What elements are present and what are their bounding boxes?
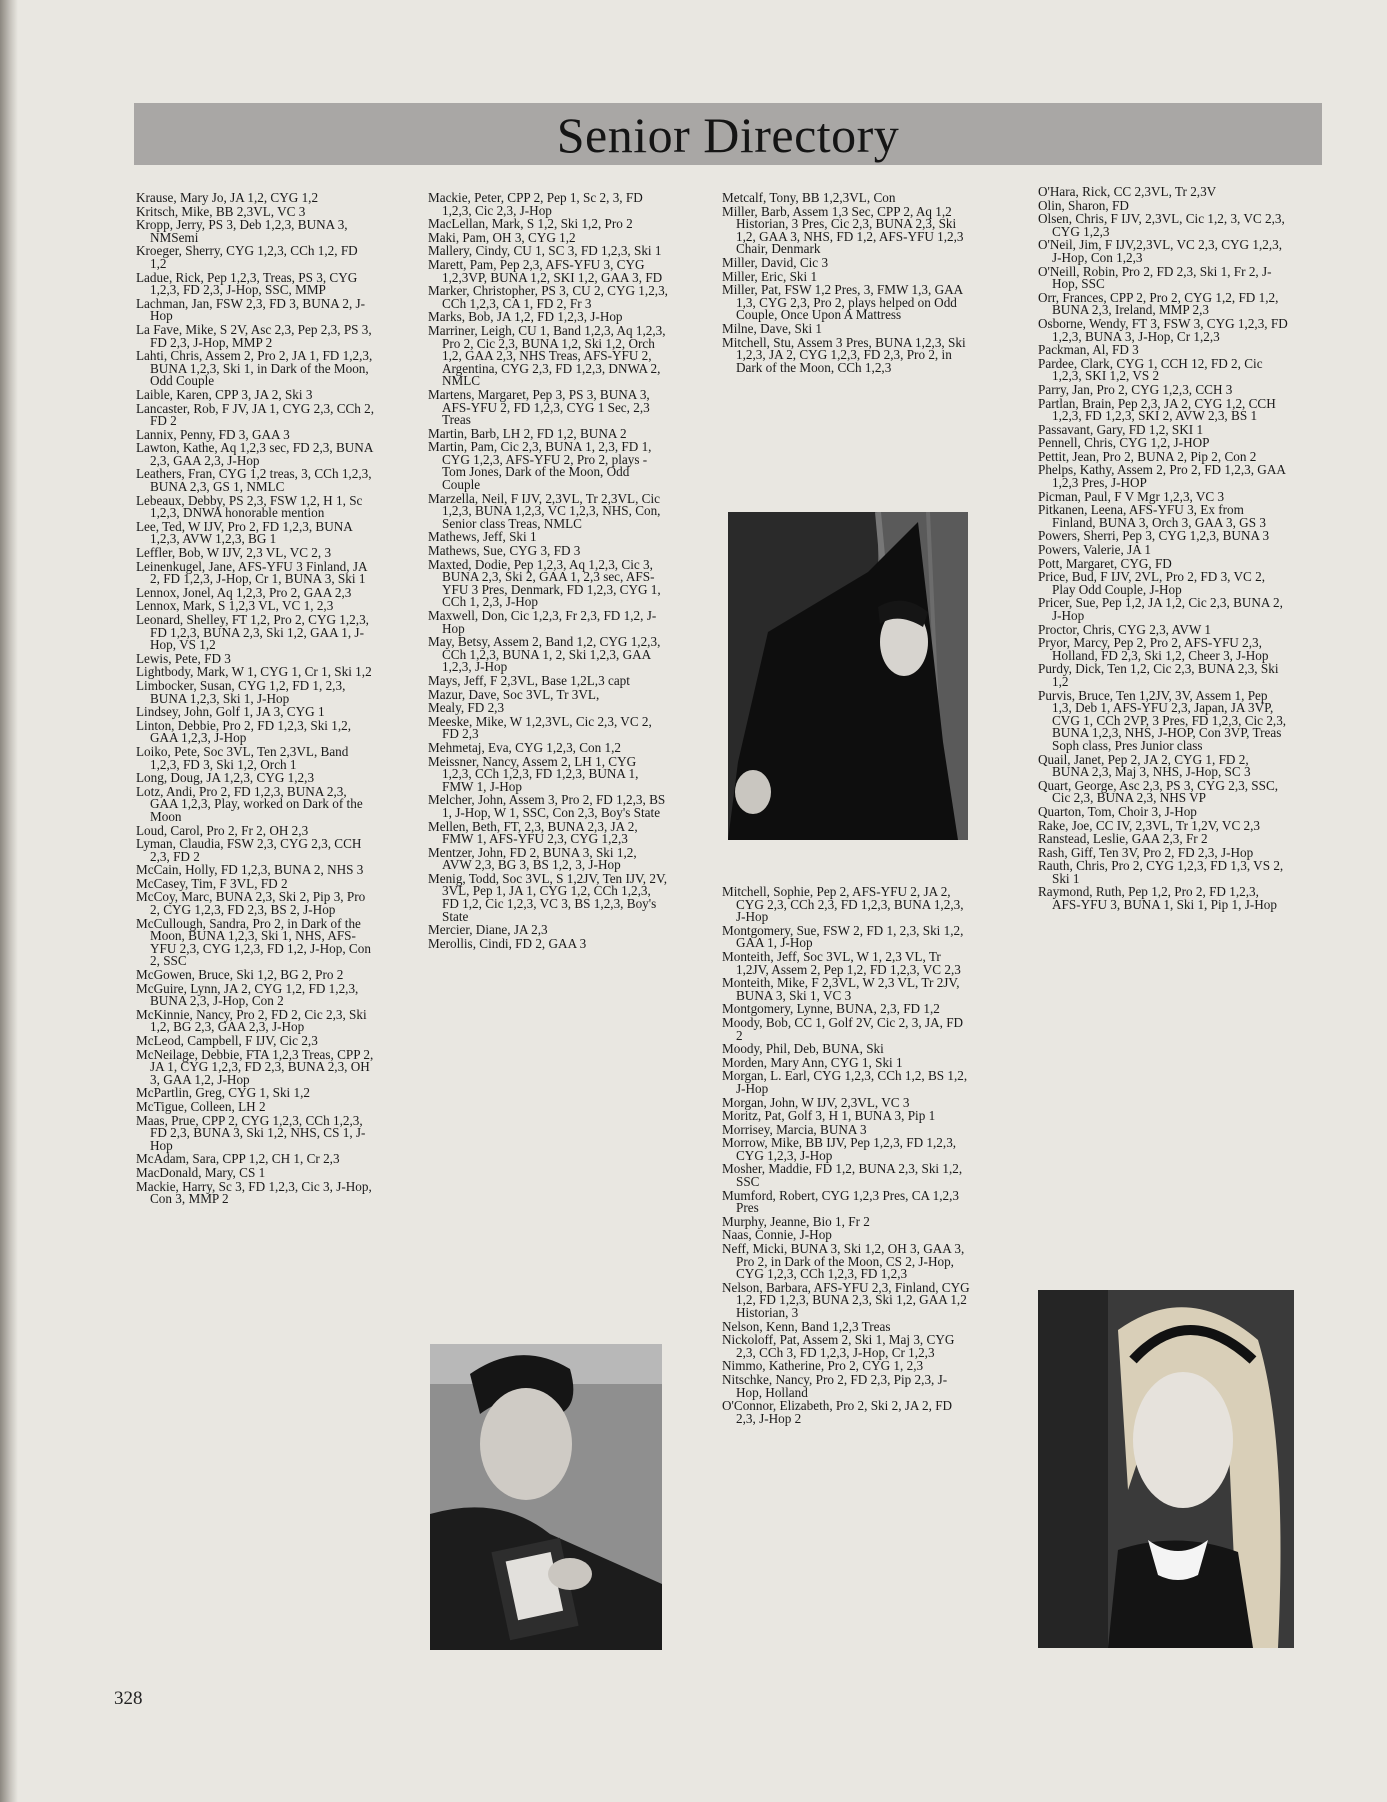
directory-entry: Neff, Micki, BUNA 3, Ski 1,2, OH 3, GAA 3, Pro 2, in Dark of the Moon, CS 2, J-Hop, CYG 1,2,3, CCh 1,2,3, FD 1,2,3: [722, 1241, 965, 1282]
directory-entry: Rauth, Chris, Pro 2, CYG 1,2,3, FD 1,3, VS 2, Ski 1: [1038, 858, 1284, 886]
directory-entry: Proctor, Chris, CYG 2,3, AVW 1: [1038, 621, 1211, 637]
directory-entry: Moody, Phil, Deb, BUNA, Ski: [722, 1041, 884, 1057]
directory-entry: Lachman, Jan, FSW 2,3, FD 3, BUNA 2, J-Hop: [136, 295, 366, 324]
directory-entry: Raymond, Ruth, Pep 1,2, Pro 2, FD 1,2,3, AFS-YFU 3, BUNA 1, Ski 1, Pip 1, J-Hop: [1038, 884, 1277, 913]
directory-entry: Orr, Frances, CPP 2, Pro 2, CYG 1,2, FD 1,2, BUNA 2,3, Ireland, MMP 2,3: [1038, 289, 1279, 318]
directory-entry: Lawton, Kathe, Aq 1,2,3 sec, FD 2,3, BUNA 2,3, GAA 2,3, J-Hop: [136, 440, 373, 468]
directory-entry: Limbocker, Susan, CYG 1,2, FD 1, 2,3, BUNA 1,2,3, Ski 1, J-Hop: [136, 677, 346, 706]
photo-girl-headband: [1038, 1290, 1294, 1648]
directory-entry: Krause, Mary Jo, JA 1,2, CYG 1,2: [136, 190, 319, 205]
directory-entry: Morrisey, Marcia, BUNA 3: [722, 1121, 867, 1137]
directory-entry: Quail, Janet, Pep 2, JA 2, CYG 1, FD 2, BUNA 2,3, Maj 3, NHS, J-Hop, SC 3: [1038, 751, 1251, 780]
directory-entry: McCasey, Tim, F 3VL, FD 2: [136, 875, 288, 891]
directory-entry: Ladue, Rick, Pep 1,2,3, Treas, PS 3, CYG 1,2,3, FD 2,3, J-Hop, SSC, MMP: [136, 269, 358, 298]
directory-entry: Leonard, Shelley, FT 1,2, Pro 2, CYG 1,2,3, FD 1,2,3, BUNA 2,3, Ski 1,2, GAA 1, J-Hop, VS 1,2: [136, 612, 369, 653]
directory-entry: Ranstead, Leslie, GAA 2,3, Fr 2: [1038, 831, 1208, 847]
directory-entry: Lennox, Jonel, Aq 1,2,3, Pro 2, GAA 2,3: [136, 584, 352, 600]
directory-entry: Lebeaux, Debby, PS 2,3, FSW 1,2, H 1, Sc 1,2,3, DNWA honorable mention: [136, 492, 363, 521]
directory-entry: Morgan, L. Earl, CYG 1,2,3, CCh 1,2, BS 1,2, J-Hop: [722, 1068, 968, 1096]
directory-entry: O'Hara, Rick, CC 2,3VL, Tr 2,3V: [1038, 184, 1217, 199]
directory-entry: Martens, Margaret, Pep 3, PS 3, BUNA 3, AFS-YFU 2, FD 1,2,3, CYG 1 Sec, 2,3 Treas: [428, 386, 650, 428]
directory-entry: McCullough, Sandra, Pro 2, in Dark of the Moon, BUNA 1,2,3, Ski 1, NHS, AFS-YFU 2,3, CYG 1,2,3, FD 1,2, J-Hop, Con 2, SSC: [136, 915, 371, 969]
directory-entry: Miller, David, Cic 3: [722, 254, 829, 270]
directory-entry: Osborne, Wendy, FT 3, FSW 3, CYG 1,2,3, FD 1,2,3, BUNA 3, J-Hop, Cr 1,2,3: [1038, 315, 1288, 344]
directory-entry: Picman, Paul, F V Mgr 1,2,3, VC 3: [1038, 488, 1225, 504]
directory-entry: Pennell, Chris, CYG 1,2, J-HOP: [1038, 435, 1210, 451]
directory-entry: McPartlin, Greg, CYG 1, Ski 1,2: [136, 1085, 310, 1101]
directory-entry: Moody, Bob, CC 1, Golf 2V, Cic 2, 3, JA, FD 2: [722, 1014, 964, 1043]
directory-entry: Nitschke, Nancy, Pro 2, FD 2,3, Pip 2,3, J-Hop, Holland: [722, 1371, 948, 1400]
directory-entry: Montgomery, Lynne, BUNA, 2,3, FD 1,2: [722, 1001, 940, 1017]
directory-entry: Kropp, Jerry, PS 3, Deb 1,2,3, BUNA 3, NMSemi: [136, 217, 348, 245]
directory-entry: Murphy, Jeanne, Bio 1, Fr 2: [722, 1213, 870, 1229]
directory-entry: Miller, Barb, Assem 1,3 Sec, CPP 2, Aq 1,2 Historian, 3 Pres, Cic 2,3, BUNA 2,3, Ski 1,2, GAA 3, NHS, FD 1,2, AFS-YFU 1,2,3 Chair, Denmark: [722, 203, 964, 257]
directory-entry: Martin, Pam, Cic 2,3, BUNA 1, 2,3, FD 1, CYG 1,2,3, AFS-YFU 2, Pro 2, plays - Tom Jones, Dark of the Moon, Odd Couple: [428, 439, 652, 493]
directory-entry: Metcalf, Tony, BB 1,2,3VL, Con: [722, 190, 896, 205]
directory-entry: Miller, Pat, FSW 1,2 Pres, 3, FMW 1,3, GAA 1,3, CYG 2,3, Pro 2, plays helped on Odd Couple, Once Upon A Mattress: [722, 282, 963, 323]
directory-entry: Pettit, Jean, Pro 2, BUNA 2, Pip 2, Con 2: [1038, 448, 1257, 464]
directory-entry: Lotz, Andi, Pro 2, FD 1,2,3, BUNA 2,3, GAA 1,2,3, Play, worked on Dark of the Moon: [136, 783, 363, 824]
directory-entry: Marriner, Leigh, CU 1, Band 1,2,3, Aq 1,2,3, Pro 2, Cic 2,3, BUNA 1,2, Ski 1,2, Orch 1,2, GAA 2,3, NHS Treas, AFS-YFU 2, Argentina, CYG 2,3, FD 1,2,3, DNWA 2, NMLC: [428, 322, 666, 389]
directory-entry: Pott, Margaret, CYG, FD: [1038, 555, 1172, 571]
directory-entry: Morgan, John, W IJV, 2,3VL, VC 3: [722, 1094, 910, 1110]
directory-column-2: [428, 192, 668, 951]
directory-entry: Mosher, Maddie, FD 1,2, BUNA 2,3, Ski 1,2, SSC: [722, 1161, 963, 1190]
directory-column-3-top: [722, 192, 972, 375]
directory-entry: Mehmetaj, Eva, CYG 1,2,3, Con 1,2: [428, 739, 622, 755]
directory-entry: Mackie, Peter, CPP 2, Pep 1, Sc 2, 3, FD 1,2,3, Cic 2,3, J-Hop: [428, 190, 643, 218]
directory-entry: Purdy, Dick, Ten 1,2, Cic 2,3, BUNA 2,3, Ski 1,2: [1038, 661, 1279, 689]
directory-entry: Leathers, Fran, CYG 1,2 treas, 3, CCh 1,2,3, BUNA 2,3, GS 1, NMLC: [136, 466, 372, 495]
directory-entry: O'Neill, Robin, Pro 2, FD 2,3, Ski 1, Fr 2, J-Hop, SSC: [1038, 263, 1272, 292]
photo-costumed-student: [728, 512, 968, 840]
directory-entry: Lahti, Chris, Assem 2, Pro 2, JA 1, FD 1,2,3, BUNA 1,2,3, Ski 1, in Dark of the Moon, Odd Couple: [136, 348, 373, 389]
directory-entry: Kroeger, Sherry, CYG 1,2,3, CCh 1,2, FD 1,2: [136, 243, 358, 271]
directory-entry: Meeske, Mike, W 1,2,3VL, Cic 2,3, VC 2, FD 2,3: [428, 713, 652, 742]
directory-column-4: [1038, 186, 1288, 913]
title-banner: [134, 103, 1322, 165]
directory-entry: Lennox, Mark, S 1,2,3 VL, VC 1, 2,3: [136, 598, 334, 614]
directory-entry: Morrow, Mike, BB IJV, Pep 1,2,3, FD 1,2,3, CYG 1,2,3, J-Hop: [722, 1135, 957, 1163]
directory-column-1: [136, 192, 376, 1207]
page-title: Senior Directory: [556, 107, 900, 163]
girl-photo-image: [1038, 1290, 1294, 1648]
directory-entry: Naas, Connie, J-Hop: [722, 1227, 832, 1243]
directory-entry: Rash, Giff, Ten 3V, Pro 2, FD 2,3, J-Hop: [1038, 844, 1254, 860]
directory-entry: Nimmo, Katherine, Pro 2, CYG 1, 2,3: [722, 1358, 924, 1374]
directory-entry: Olsen, Chris, F IJV, 2,3VL, Cic 1,2, 3, VC 2,3, CYG 1,2,3: [1038, 211, 1285, 239]
directory-entry: Lightbody, Mark, W 1, CYG 1, Cr 1, Ski 1,2: [136, 664, 372, 680]
directory-entry: Moritz, Pat, Golf 3, H 1, BUNA 3, Pip 1: [722, 1108, 936, 1124]
directory-entry: Lancaster, Rob, F JV, JA 1, CYG 2,3, CCh 2, FD 2: [136, 400, 375, 429]
directory-entry: McNeilage, Debbie, FTA 1,2,3 Treas, CPP 2, JA 1, CYG 1,2,3, FD 2,3, BUNA 2,3, OH 3, GAA 1,2, J-Hop: [136, 1046, 374, 1087]
directory-entry: Lindsey, John, Golf 1, JA 3, CYG 1: [136, 704, 325, 720]
directory-entry: Lannix, Penny, FD 3, GAA 3: [136, 426, 290, 442]
directory-entry: La Fave, Mike, S 2V, Asc 2,3, Pep 2,3, PS 3, FD 2,3, J-Hop, MMP 2: [136, 321, 372, 350]
directory-entry: McGowen, Bruce, Ski 1,2, BG 2, Pro 2: [136, 967, 344, 983]
directory-entry: Partlan, Brain, Pep 2,3, JA 2, CYG 1,2, CCH 1,2,3, FD 1,2,3, SKI 2, AVW 2,3, BS 1: [1038, 395, 1276, 424]
directory-entry: Long, Doug, JA 1,2,3, CYG 1,2,3: [136, 770, 315, 786]
directory-entry: O'Neil, Jim, F IJV,2,3VL, VC 2,3, CYG 1,2,3, J-Hop, Con 1,2,3: [1038, 237, 1283, 265]
directory-entry: Menig, Todd, Soc 3VL, S 1,2JV, Ten IJV, 2V, 3VL, Pep 1, JA 1, CYG 1,2, CCh 1,2,3, FD 1,2, Cic 1,2,3, VC 3, BS 1,2,3, Boy's State: [428, 870, 668, 924]
directory-entry: Laible, Karen, CPP 3, JA 2, Ski 3: [136, 386, 313, 402]
directory-entry: Linton, Debbie, Pro 2, FD 1,2,3, Ski 1,2, GAA 1,2,3, J-Hop: [136, 717, 352, 746]
directory-entry: Maxted, Dodie, Pep 1,2,3, Aq 1,2,3, Cic 3, BUNA 2,3, Ski 2, GAA 1, 2,3 sec, AFS-YFU 3 Pres, Denmark, FD 1,2,3, CYG 1, CCh 1, 2,3, J-Hop: [428, 556, 661, 610]
directory-entry: Mathews, Sue, CYG 3, FD 3: [428, 543, 581, 559]
directory-entry: Lee, Ted, W IJV, Pro 2, FD 1,2,3, BUNA 1,2,3, AVW 1,2,3, BG 1: [136, 518, 353, 547]
photo-boy-reading: [430, 1344, 662, 1650]
directory-entry: Marker, Christopher, PS 3, CU 2, CYG 1,2,3, CCh 1,2,3, CA 1, FD 2, Fr 3: [428, 283, 668, 311]
directory-entry: Mealy, FD 2,3: [428, 700, 505, 716]
directory-entry: Maki, Pam, OH 3, CYG 1,2: [428, 229, 576, 245]
directory-entry: Mercier, Diane, JA 2,3: [428, 922, 548, 938]
directory-entry: Mathews, Jeff, Ski 1: [428, 529, 537, 545]
directory-entry: Merollis, Cindi, FD 2, GAA 3: [428, 935, 587, 951]
directory-entry: Miller, Eric, Ski 1: [722, 268, 818, 284]
directory-entry: Monteith, Jeff, Soc 3VL, W 1, 2,3 VL, Tr 1,2JV, Assem 2, Pep 1,2, FD 1,2,3, VC 2,3: [722, 948, 961, 977]
directory-entry: McTigue, Colleen, LH 2: [136, 1098, 266, 1114]
directory-entry: Leffler, Bob, W IJV, 2,3 VL, VC 2, 3: [136, 545, 332, 561]
directory-entry: Mays, Jeff, F 2,3VL, Base 1,2L,3 capt: [428, 672, 630, 688]
directory-entry: Mallery, Cindy, CU 1, SC 3, FD 1,2,3, Ski 1: [428, 243, 662, 259]
binding-shadow: [0, 0, 18, 1802]
directory-column-3-bottom: [722, 886, 972, 1426]
directory-entry: Marzella, Neil, F IJV, 2,3VL, Tr 2,3VL, Cic 1,2,3, BUNA 1,2,3, VC 1,2,3, NHS, Con, Senior class Treas, NMLC: [428, 490, 661, 531]
directory-entry: Quarton, Tom, Choir 3, J-Hop: [1038, 803, 1197, 819]
boy-photo-image: [430, 1344, 662, 1650]
directory-entry: Mackie, Harry, Sc 3, FD 1,2,3, Cic 3, J-Hop, Con 3, MMP 2: [136, 1178, 372, 1207]
directory-entry: Rake, Joe, CC IV, 2,3VL, Tr 1,2V, VC 2,3: [1038, 817, 1261, 833]
directory-entry: Kritsch, Mike, BB 2,3VL, VC 3: [136, 203, 306, 219]
directory-entry: Mumford, Robert, CYG 1,2,3 Pres, CA 1,2,3 Pres: [722, 1187, 960, 1216]
directory-entry: Loiko, Pete, Soc 3VL, Ten 2,3VL, Band 1,2,3, FD 3, Ski 1,2, Orch 1: [136, 743, 349, 772]
directory-entry: Martin, Barb, LH 2, FD 1,2, BUNA 2: [428, 425, 627, 441]
directory-entry: Marks, Bob, JA 1,2, FD 1,2,3, J-Hop: [428, 309, 623, 325]
directory-entry: MacDonald, Mary, CS 1: [136, 1164, 266, 1180]
directory-entry: Pardee, Clark, CYG 1, CCH 12, FD 2, Cic 1,2,3, SKI 1,2, VS 2: [1038, 355, 1263, 384]
directory-entry: Mellen, Beth, FT, 2,3, BUNA 2,3, JA 2, FMW 1, AFS-YFU 2,3, CYG 1,2,3: [428, 818, 638, 847]
directory-entry: Nelson, Kenn, Band 1,2,3 Treas: [722, 1318, 891, 1334]
directory-entry: Maxwell, Don, Cic 1,2,3, Fr 2,3, FD 1,2, J-Hop: [428, 608, 657, 636]
directory-entry: McAdam, Sara, CPP 1,2, CH 1, Cr 2,3: [136, 1151, 340, 1167]
directory-entry: Phelps, Kathy, Assem 2, Pro 2, FD 1,2,3, GAA 1,2,3 Pres, J-HOP: [1038, 462, 1286, 491]
directory-entry: Parry, Jan, Pro 2, CYG 1,2,3, CCH 3: [1038, 381, 1233, 397]
directory-entry: MacLellan, Mark, S 1,2, Ski 1,2, Pro 2: [428, 216, 633, 232]
directory-entry: Leinenkugel, Jane, AFS-YFU 3 Finland, JA 2, FD 1,2,3, J-Hop, Cr 1, BUNA 3, Ski 1: [136, 558, 367, 587]
page-number: 328: [114, 1688, 143, 1709]
directory-entry: McGuire, Lynn, JA 2, CYG 1,2, FD 1,2,3, BUNA 2,3, J-Hop, Con 2: [136, 980, 359, 1009]
directory-entry: Price, Bud, F IJV, 2VL, Pro 2, FD 3, VC 2, Play Odd Couple, J-Hop: [1038, 569, 1266, 597]
directory-entry: Passavant, Gary, FD 1,2, SKI 1: [1038, 421, 1204, 437]
directory-entry: Pitkanen, Leena, AFS-YFU 3, Ex from Finland, BUNA 3, Orch 3, GAA 3, GS 3: [1038, 502, 1266, 530]
directory-entry: Packman, Al, FD 3: [1038, 342, 1139, 358]
directory-entry: Melcher, John, Assem 3, Pro 2, FD 1,2,3, BS 1, J-Hop, W 1, SSC, Con 2,3, Boy's State: [428, 792, 666, 820]
directory-entry: McLeod, Campbell, F IJV, Cic 2,3: [136, 1033, 318, 1048]
directory-entry: Mitchell, Stu, Assem 3 Pres, BUNA 1,2,3, Ski 1,2,3, JA 2, CYG 1,2,3, FD 2,3, Pro 2, in Dark of the Moon, CCh 1,2,3: [722, 334, 966, 375]
directory-entry: Maas, Prue, CPP 2, CYG 1,2,3, CCh 1,2,3, FD 2,3, BUNA 3, Ski 1,2, NHS, CS 1, J-Hop: [136, 1112, 366, 1153]
directory-entry: Mazur, Dave, Soc 3VL, Tr 3VL,: [428, 686, 600, 702]
directory-entry: Powers, Valerie, JA 1: [1038, 542, 1151, 558]
directory-entry: Nelson, Barbara, AFS-YFU 2,3, Finland, CYG 1,2, FD 1,2,3, BUNA 2,3, Ski 1,2, GAA 1,2 Historian, 3: [722, 1279, 970, 1320]
directory-entry: Pryor, Marcy, Pep 2, Pro 2, AFS-YFU 2,3, Holland, FD 2,3, Ski 1,2, Cheer 3, J-Hop: [1038, 635, 1269, 663]
directory-entry: Pricer, Sue, Pep 1,2, JA 1,2, Cic 2,3, BUNA 2, J-Hop: [1038, 595, 1283, 623]
directory-entry: Lewis, Pete, FD 3: [136, 650, 231, 666]
directory-entry: McCain, Holly, FD 1,2,3, BUNA 2, NHS 3: [136, 862, 364, 878]
directory-entry: McKinnie, Nancy, Pro 2, FD 2, Cic 2,3, Ski 1,2, BG 2,3, GAA 2,3, J-Hop: [136, 1006, 367, 1035]
directory-entry: Milne, Dave, Ski 1: [722, 320, 822, 336]
directory-entry: Monteith, Mike, F 2,3VL, W 2,3 VL, Tr 2JV, BUNA 3, Ski 1, VC 3: [722, 975, 960, 1003]
directory-entry: Meissner, Nancy, Assem 2, LH 1, CYG 1,2,3, CCh 1,2,3, FD 1,2,3, BUNA 1, FMW 1, J-Hop: [428, 753, 639, 794]
directory-entry: Morden, Mary Ann, CYG 1, Ski 1: [722, 1054, 903, 1070]
directory-entry: Marett, Pam, Pep 2,3, AFS-YFU 3, CYG 1,2,3VP, BUNA 1,2, SKI 1,2, GAA 3, FD: [428, 256, 663, 285]
directory-entry: Montgomery, Sue, FSW 2, FD 1, 2,3, Ski 1,2, GAA 1, J-Hop: [722, 922, 964, 951]
directory-entry: Purvis, Bruce, Ten 1,2JV, 3V, Assem 1, Pep 1,3, Deb 1, AFS-YFU 2,3, Japan, JA 3VP, CVG 1, CCh 2VP, 3 Pres, FD 1,2,3, Cic 2,3, BUNA 1,2,3, NHS, J-HOP, Con 3VP, Treas Soph class, Pres Junior class: [1038, 687, 1287, 753]
directory-entry: Lyman, Claudia, FSW 2,3, CYG 2,3, CCH 2,3, FD 2: [136, 836, 362, 864]
directory-entry: Powers, Sherri, Pep 3, CYG 1,2,3, BUNA 3: [1038, 528, 1270, 544]
costume-photo-image: [728, 512, 968, 840]
directory-entry: Nickoloff, Pat, Assem 2, Ski 1, Maj 3, CYG 2,3, CCh 3, FD 1,2,3, J-Hop, Cr 1,2,3: [722, 1332, 955, 1360]
directory-entry: Olin, Sharon, FD: [1038, 197, 1129, 213]
directory-entry: Loud, Carol, Pro 2, Fr 2, OH 2,3: [136, 822, 309, 838]
directory-entry: O'Connor, Elizabeth, Pro 2, Ski 2, JA 2, FD 2,3, J-Hop 2: [722, 1398, 953, 1426]
directory-entry: May, Betsy, Assem 2, Band 1,2, CYG 1,2,3, CCh 1,2,3, BUNA 1, 2, Ski 1,2,3, GAA 1,2,3, J-Hop: [428, 634, 661, 675]
directory-entry: McCoy, Marc, BUNA 2,3, Ski 2, Pip 3, Pro 2, CYG 1,2,3, FD 2,3, BS 2, J-Hop: [136, 889, 366, 918]
directory-entry: Mitchell, Sophie, Pep 2, AFS-YFU 2, JA 2, CYG 2,3, CCh 2,3, FD 1,2,3, BUNA 1,2,3, J-Hop: [722, 884, 964, 925]
directory-entry: Mentzer, John, FD 2, BUNA 3, Ski 1,2, AVW 2,3, BG 3, BS 1,2, 3, J-Hop: [428, 844, 637, 873]
directory-entry: Quart, George, Asc 2,3, PS 3, CYG 2,3, SSC, Cic 2,3, BUNA 2,3, NHS VP: [1038, 777, 1279, 806]
